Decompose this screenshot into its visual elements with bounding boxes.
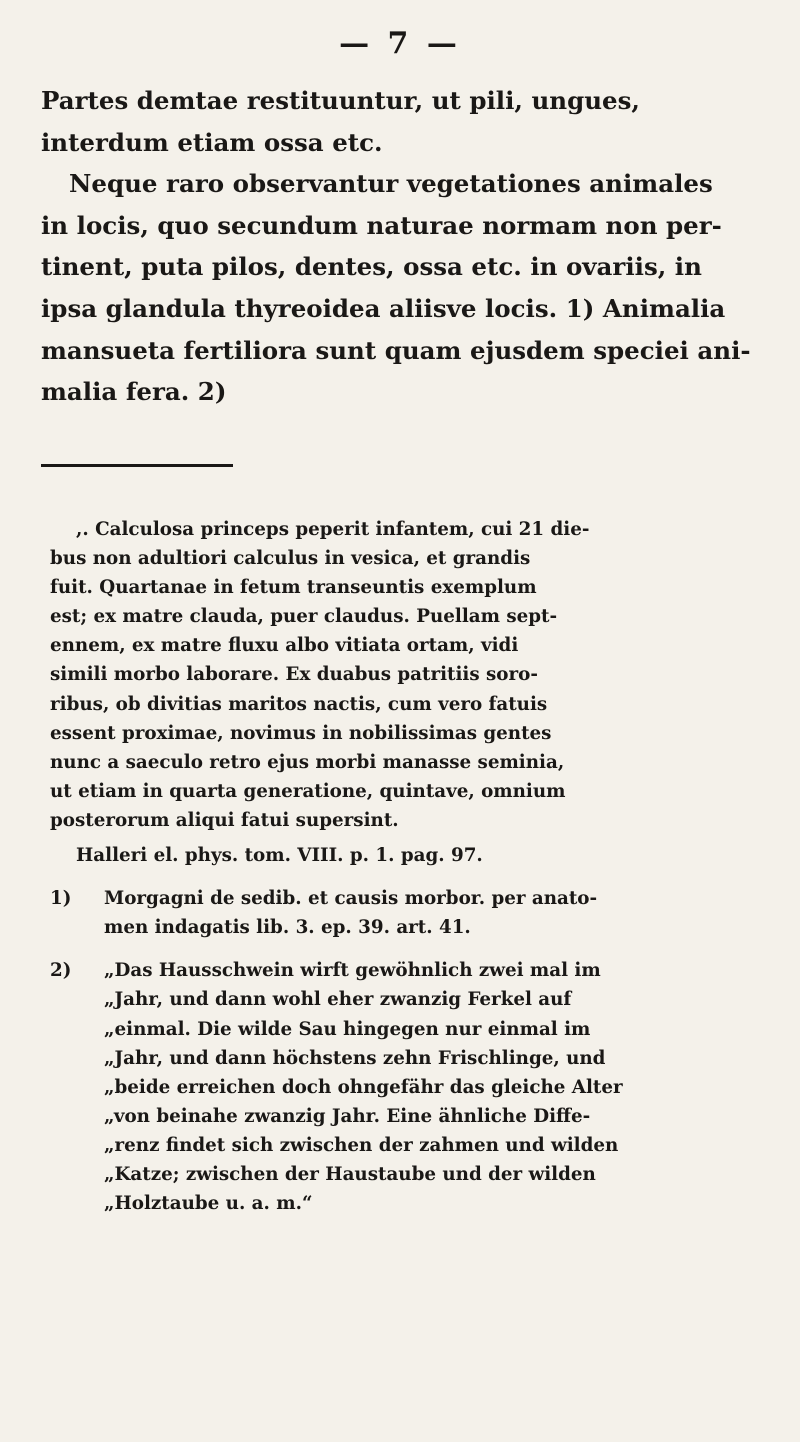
footnote-quote-line: bus non adultiori calculus in vesica, et grandis (50, 548, 531, 570)
footnote-1-line: men indagatis lib. 3. ep. 39. art. 41. (104, 917, 471, 939)
page-number: — 7 — (339, 26, 461, 61)
main-text-line: interdum etiam ossa etc. (41, 127, 383, 157)
main-text-line: tinent, puta pilos, dentes, ossa etc. in ovariis, in (41, 252, 702, 282)
main-text-line: malia fera. 2) (41, 377, 227, 407)
main-text-line: Neque raro observantur vegetationes animales (69, 169, 713, 199)
main-text-line: ipsa glandula thyreoidea aliisve locis. 1) Animalia (41, 293, 726, 323)
footnote-citation: Halleri el. phys. tom. VIII. p. 1. pag. 97. (76, 845, 483, 867)
footnote-quote-line: posterorum aliqui fatui supersint. (50, 809, 399, 831)
footnote-quote-line: fuit. Quartanae in fetum transeuntis exemplum (50, 577, 537, 599)
footnote-quote-line: nunc a saeculo retro ejus morbi manasse seminia, (50, 751, 565, 773)
footnote-quote-line: ut etiam in quarta generatione, quintave, omnium (50, 780, 566, 802)
main-text-line: mansueta fertiliora sunt quam ejusdem speciei ani- (41, 335, 751, 365)
footnote-2-line: „Das Hausschwein wirft gewöhnlich zwei mal im (104, 960, 601, 982)
footnote-2-marker: 2) (50, 960, 72, 982)
footnote-quote-line: est; ex matre clauda, puer claudus. Puellam sept- (50, 606, 558, 628)
footnote-1 (50, 884, 770, 913)
footnote-2-line: „Katze; zwischen der Haustaube und der wilden (104, 1163, 596, 1185)
footnote-2-line: „von beinahe zwanzig Jahr. Eine ähnliche Diffe- (104, 1105, 591, 1127)
footnotes (50, 515, 770, 1218)
footnote-2 (50, 956, 770, 985)
footnote-2-line: „Jahr, und dann höchstens zehn Frischlinge, und (104, 1047, 606, 1069)
footnote-2-line: „beide erreichen doch ohngefähr das gleiche Alter (104, 1076, 623, 1098)
main-text-line: Partes demtae restituuntur, ut pili, ungues, (41, 86, 640, 115)
footnote-1-line: Morgagni de sedib. et causis morbor. per anato- (104, 888, 598, 910)
main-text-line: in locis, quo secundum naturae normam non per- (41, 210, 722, 240)
footnote-quote-line: simili morbo laborare. Ex duabus patritiis soro- (50, 664, 538, 686)
footnote-2-line: „Holztaube u. a. m.“ (104, 1193, 313, 1215)
footnote-quote-line: ,. Calculosa princeps peperit infantem, cui 21 die- (76, 519, 590, 540)
footnote-quote-line: ennem, ex matre fluxu albo vitiata ortam, vidi (50, 635, 519, 657)
footnote-2-line: „Jahr, und dann wohl eher zwanzig Ferkel auf (104, 989, 572, 1011)
footnote-1-marker: 1) (50, 888, 72, 910)
footnote-2-line: „einmal. Die wilde Sau hingegen nur einmal im (104, 1018, 591, 1040)
footnote-2-line: „renz findet sich zwischen der zahmen und wilden (104, 1134, 619, 1156)
footnote-separator (41, 464, 233, 467)
main-text (41, 80, 761, 413)
footnote-quote-line: essent proximae, novimus in nobilissimas gentes (50, 722, 552, 744)
footnote-quote-line: ribus, ob divitias maritos nactis, cum vero fatuis (50, 693, 548, 715)
